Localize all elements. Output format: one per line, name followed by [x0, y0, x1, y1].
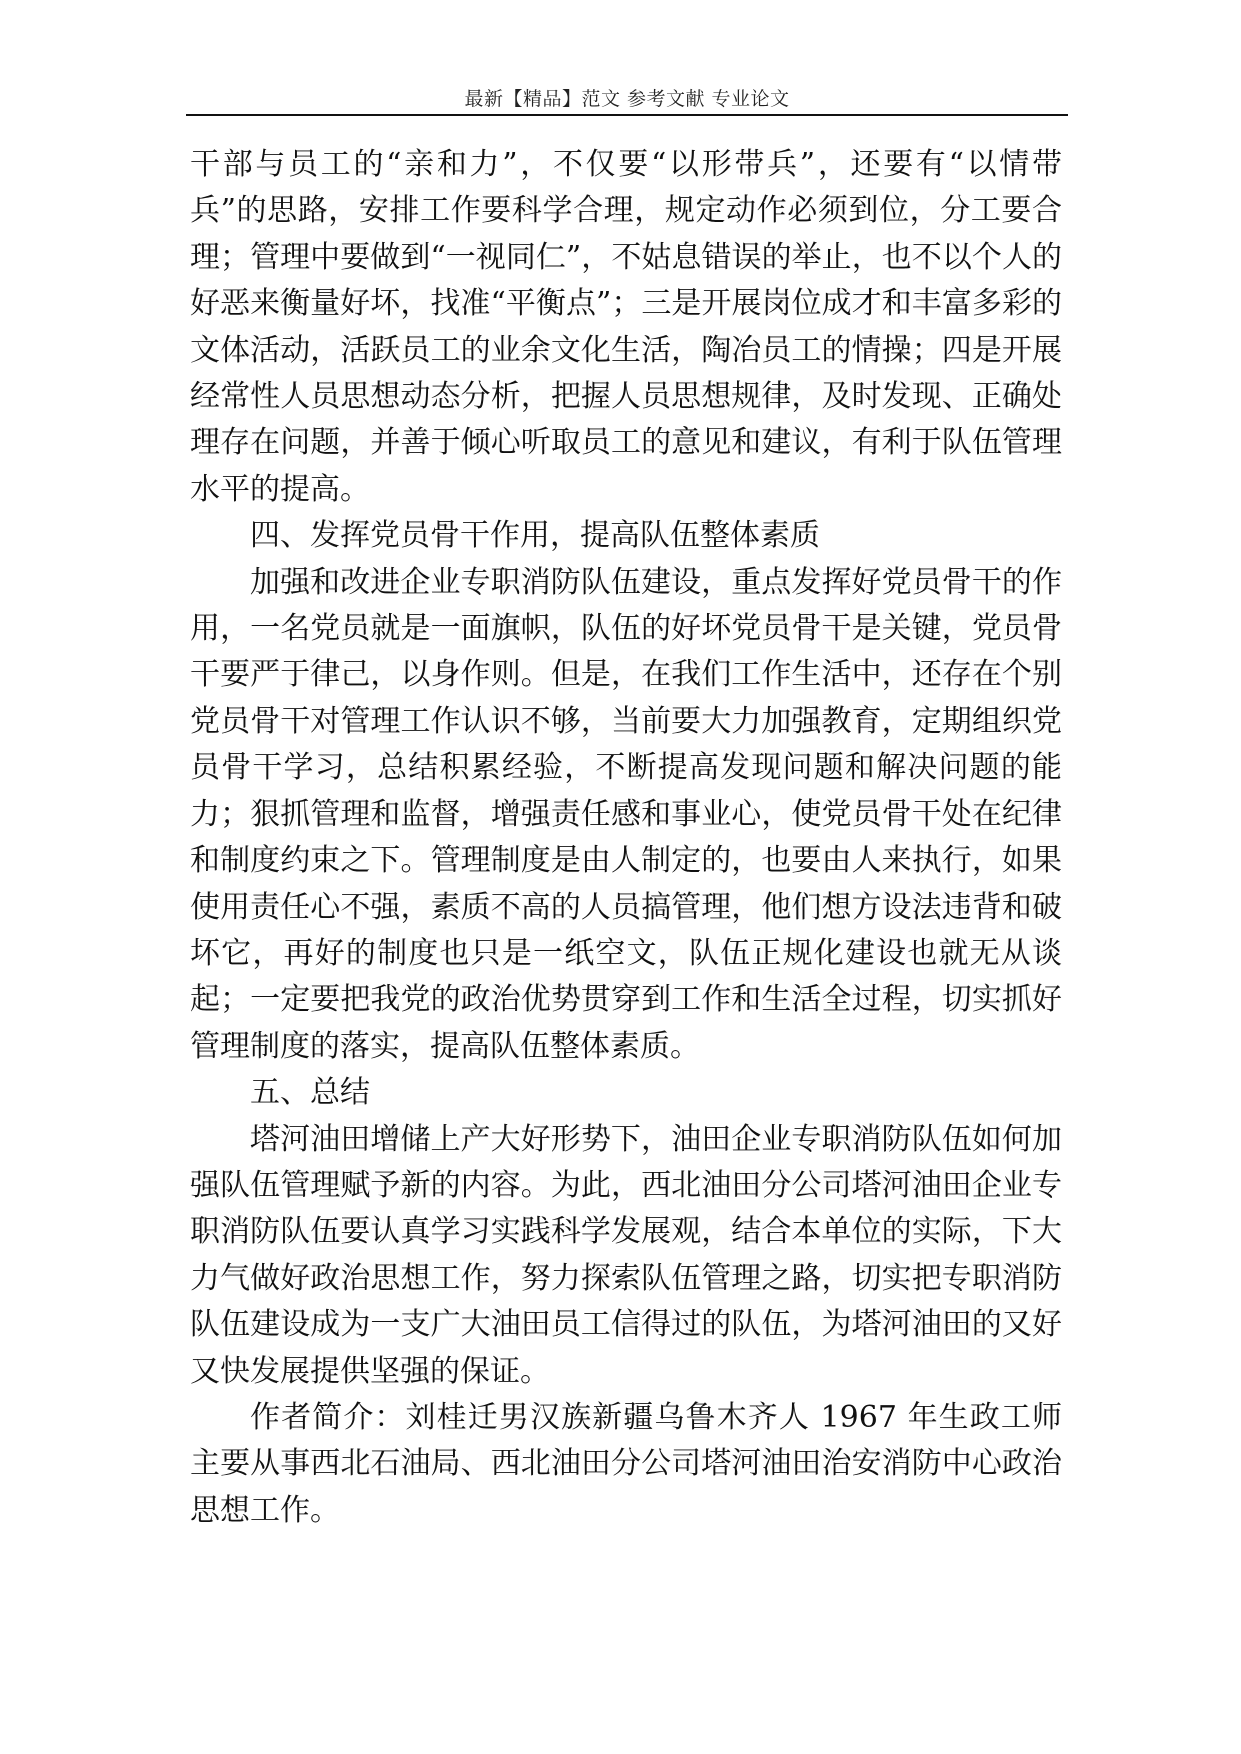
page-header: 最新【精品】范文 参考文献 专业论文 [464, 88, 790, 110]
paragraph-continuation: 干部与员工的“亲和力”，不仅要“以形带兵”，还要有“以情带兵”的思路，安排工作要科学合理，规定动作必须到位，分工要合理；管理中要做到“一视同仁”，不姑息错误的举止，也不以个人的好恶来衡量好坏，找准“平衡点”；三是开展岗位成才和丰富多彩的文体活动，活跃员工的业余文化生活，陶冶员工的情操；四是开展经常性人员思想动态分析，把握人员思想规律，及时发现、正确处理存在问题，并善于倾心听取员工的意见和建议，有利于队伍管理水平的提高。 [190, 147, 1062, 507]
header-divider [186, 114, 1068, 116]
section-heading-4: 四、发挥党员骨干作用，提高队伍整体素质 [250, 518, 820, 554]
paragraph-author-bio: 作者简介：刘桂迁男汉族新疆乌鲁木齐人 1967 年生政工师主要从事西北石油局、西北油田分公司塔河油田治安消防中心政治思想工作。 [190, 1399, 1062, 1528]
paragraph-party-role: 加强和改进企业专职消防队伍建设，重点发挥好党员骨干的作用，一名党员就是一面旗帜，队伍的好坏党员骨干是关键，党员骨干要严于律己，以身作则。但是，在我们工作生活中，还存在个别党员骨干对管理工作认识不够，当前要大力加强教育，定期组织党员骨干学习，总结积累经验，不断提高发现问题和解决问题的能力；狠抓管理和监督，增强责任感和事业心，使党员骨干处在纪律和制度约束之下。管理制度是由人制定的，也要由人来执行，如果使用责任心不强，素质不高的人员搞管理，他们想方设法违背和破坏它，再好的制度也只是一纸空文，队伍正规化建设也就无从谈起；一定要把我党的政治优势贯穿到工作和生活全过程，切实抓好管理制度的落实，提高队伍整体素质。 [190, 564, 1062, 1064]
section-heading-5: 五、总结 [250, 1075, 370, 1111]
document-body [190, 142, 1062, 1534]
paragraph-summary: 塔河油田增储上产大好形势下，油田企业专职消防队伍如何加强队伍管理赋予新的内容。为此，西北油田分公司塔河油田企业专职消防队伍要认真学习实践科学发展观，结合本单位的实际，下大力气做好政治思想工作，努力探索队伍管理之路，切实把专职消防队伍建设成为一支广大油田员工信得过的队伍，为塔河油田的又好又快发展提供坚强的保证。 [190, 1121, 1062, 1389]
